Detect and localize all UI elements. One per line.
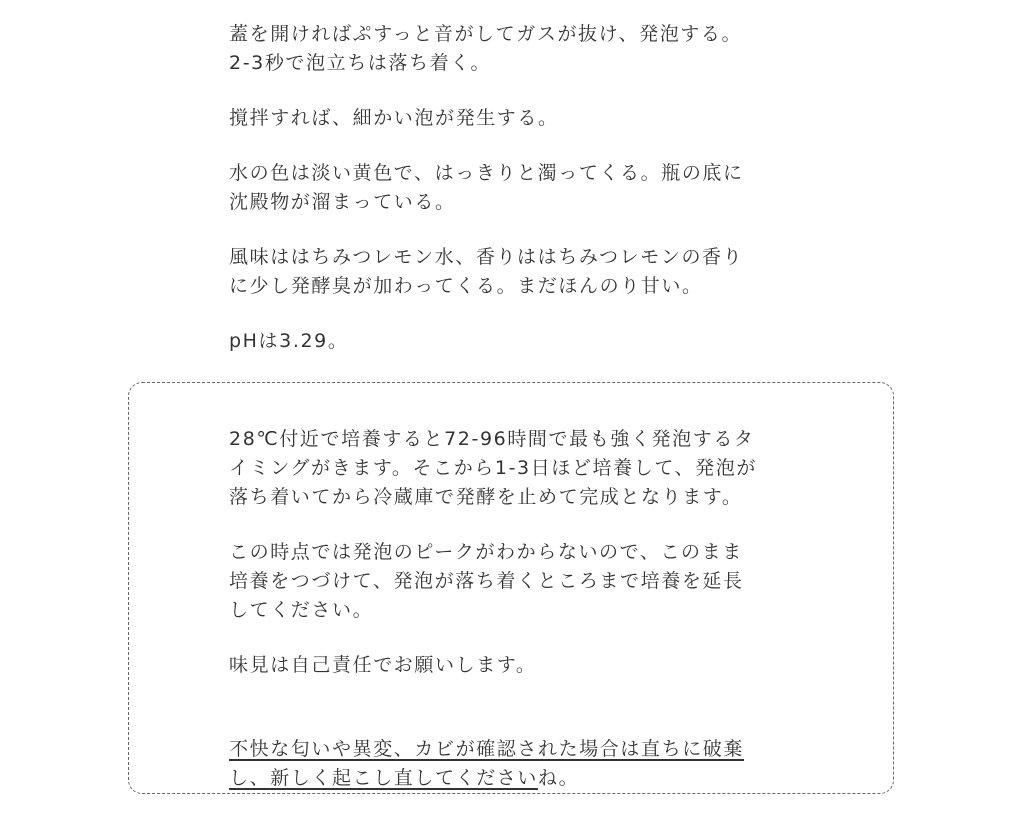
warning-line-1: 不快な匂いや異変、カビが確認された場合は直ちに破棄: [229, 738, 745, 760]
paragraph-water-color: 水の色は淡い黄色で、はっきりと濁ってくる。瓶の底に 沈殿物が溜まっている。: [229, 162, 744, 213]
paragraph-stirring: 撹拌すれば、細かい泡が発生する。: [229, 107, 559, 129]
article-body: [229, 20, 809, 382]
note-paragraph-tasting: 味見は自己責任でお願いします。: [229, 654, 537, 676]
note-paragraph-incubation: 28℃付近で培養すると72-96時間で最も強く発泡するタ イミングがきます。そこから1-3日ほど培養して、発泡が 落ち着いてから冷蔵庫で発酵を止めて完成となります。: [229, 428, 757, 508]
note-content: [229, 425, 814, 819]
warning-line-2-rest: ね。: [538, 767, 580, 789]
paragraph-flavor: 風味ははちみつレモン水、香りははちみつレモンの香り に少し発酵臭が加わってくる。まだほんのり甘い。: [229, 246, 744, 297]
note-box: [128, 382, 894, 794]
note-paragraph-extend: この時点では発泡のピークがわからないので、このまま 培養をつづけて、発泡が落ち着くところまで培養を延長 してください。: [229, 541, 744, 621]
paragraph-ph: pHは3.29。: [229, 330, 349, 352]
warning-line-2-underlined: し、新しく起こし直してください: [229, 767, 539, 789]
note-warning: [229, 706, 814, 793]
paragraph-opening-lid: 蓋を開ければぷすっと音がしてガスが抜け、発泡する。 2-3秒で泡立ちは落ち着く。: [229, 23, 743, 74]
